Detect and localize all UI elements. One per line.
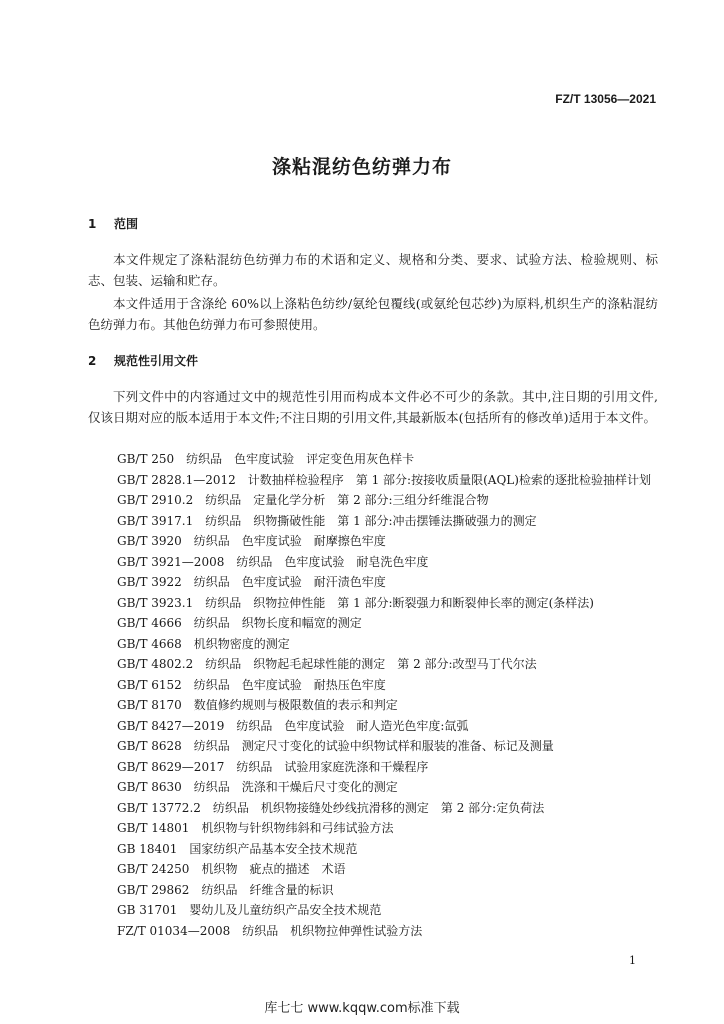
section-1-heading: [88, 215, 138, 232]
reference-item: GB/T 3921—2008 纺织品 色牢度试验 耐皂洗色牢度: [117, 554, 429, 569]
reference-item: GB 31701 婴幼儿及儿童纺织产品安全技术规范: [117, 903, 382, 917]
reference-item: GB/T 2828.1—2012 计数抽样检验程序 第 1 部分:按接收质量限(AQL)检索的逐批检验抽样计划: [117, 472, 651, 487]
reference-item: GB/T 8630 纺织品 洗涤和干燥后尺寸变化的测定: [117, 780, 398, 794]
reference-item: GB/T 8427—2019 纺织品 色牢度试验 耐人造光色牢度:氙弧: [117, 718, 469, 733]
reference-item: GB/T 4666 纺织品 织物长度和幅宽的测定: [117, 616, 362, 630]
reference-item: GB/T 8170 数值修约规则与极限数值的表示和判定: [117, 698, 398, 712]
reference-item: GB/T 29862 纺织品 纤维含量的标识: [117, 882, 334, 897]
reference-item: GB/T 13772.2 纺织品 机织物接缝处纱线抗滑移的测定 第 2 部分:定负荷法: [117, 800, 545, 815]
section-number: 1: [88, 217, 97, 231]
reference-item: GB/T 3920 纺织品 色牢度试验 耐摩擦色牢度: [117, 534, 386, 548]
reference-item: GB/T 14801 机织物与针织物纬斜和弓纬试验方法: [117, 821, 394, 835]
page-number: 1: [629, 954, 636, 967]
reference-item: GB/T 24250 机织物 疵点的描述 术语: [117, 862, 346, 876]
reference-item: GB/T 8629—2017 纺织品 试验用家庭洗涤和干燥程序: [117, 759, 429, 774]
reference-item: GB/T 250 纺织品 色牢度试验 评定变色用灰色样卡: [117, 452, 415, 466]
section-title: 范围: [114, 217, 139, 231]
reference-item: GB/T 4802.2 纺织品 织物起毛起球性能的测定 第 2 部分:改型马丁代尔法: [117, 657, 537, 671]
standard-code: FZ/T 13056—2021: [555, 92, 656, 106]
section-2-paragraph-1: 下列文件中的内容通过文中的规范性引用而构成本文件必不可少的条款。其中,注日期的引用文件,仅该日期对应的版本适用于本文件;不注日期的引用文件,其最新版本(包括所有的修改单)适用于本文件。: [88, 389, 658, 425]
document-title: 涤粘混纺色纺弹力布: [271, 156, 452, 178]
reference-item: FZ/T 01034—2008 纺织品 机织物拉伸弹性试验方法: [117, 923, 423, 938]
reference-item: GB/T 4668 机织物密度的测定: [117, 636, 290, 651]
section-1-paragraph-2: 本文件适用于含涤纶 60%以上涤粘色纺纱/氨纶包覆线(或氨纶包芯纱)为原料,机织生产的涤粘混纺色纺弹力布。其他色纺弹力布可参照使用。: [88, 296, 658, 332]
reference-item: GB/T 8628 纺织品 测定尺寸变化的试验中织物试样和服装的准备、标记及测量: [117, 739, 554, 753]
section-2-heading: [88, 352, 198, 369]
reference-item: GB 18401 国家纺织产品基本安全技术规范: [117, 841, 358, 856]
normative-references-list: [88, 449, 658, 941]
section-number: 2: [88, 354, 97, 368]
reference-item: GB/T 2910.2 纺织品 定量化学分析 第 2 部分:三组分纤维混合物: [117, 493, 489, 507]
section-1-paragraph-1: 本文件规定了涤粘混纺色纺弹力布的术语和定义、规格和分类、要求、试验方法、检验规则、标志、包装、运输和贮存。: [88, 252, 658, 288]
reference-item: GB/T 3922 纺织品 色牢度试验 耐汗渍色牢度: [117, 575, 386, 589]
reference-item: GB/T 3923.1 纺织品 织物拉伸性能 第 1 部分:断裂强力和断裂伸长率的测定(条样法): [117, 595, 594, 610]
reference-item: GB/T 6152 纺织品 色牢度试验 耐热压色牢度: [117, 677, 386, 692]
reference-item: GB/T 3917.1 纺织品 织物撕破性能 第 1 部分:冲击摆锤法撕破强力的测定: [117, 513, 537, 528]
site-watermark-footer: 库七七 www.kqqw.com标准下载: [264, 1001, 460, 1016]
section-title: 规范性引用文件: [114, 354, 199, 368]
